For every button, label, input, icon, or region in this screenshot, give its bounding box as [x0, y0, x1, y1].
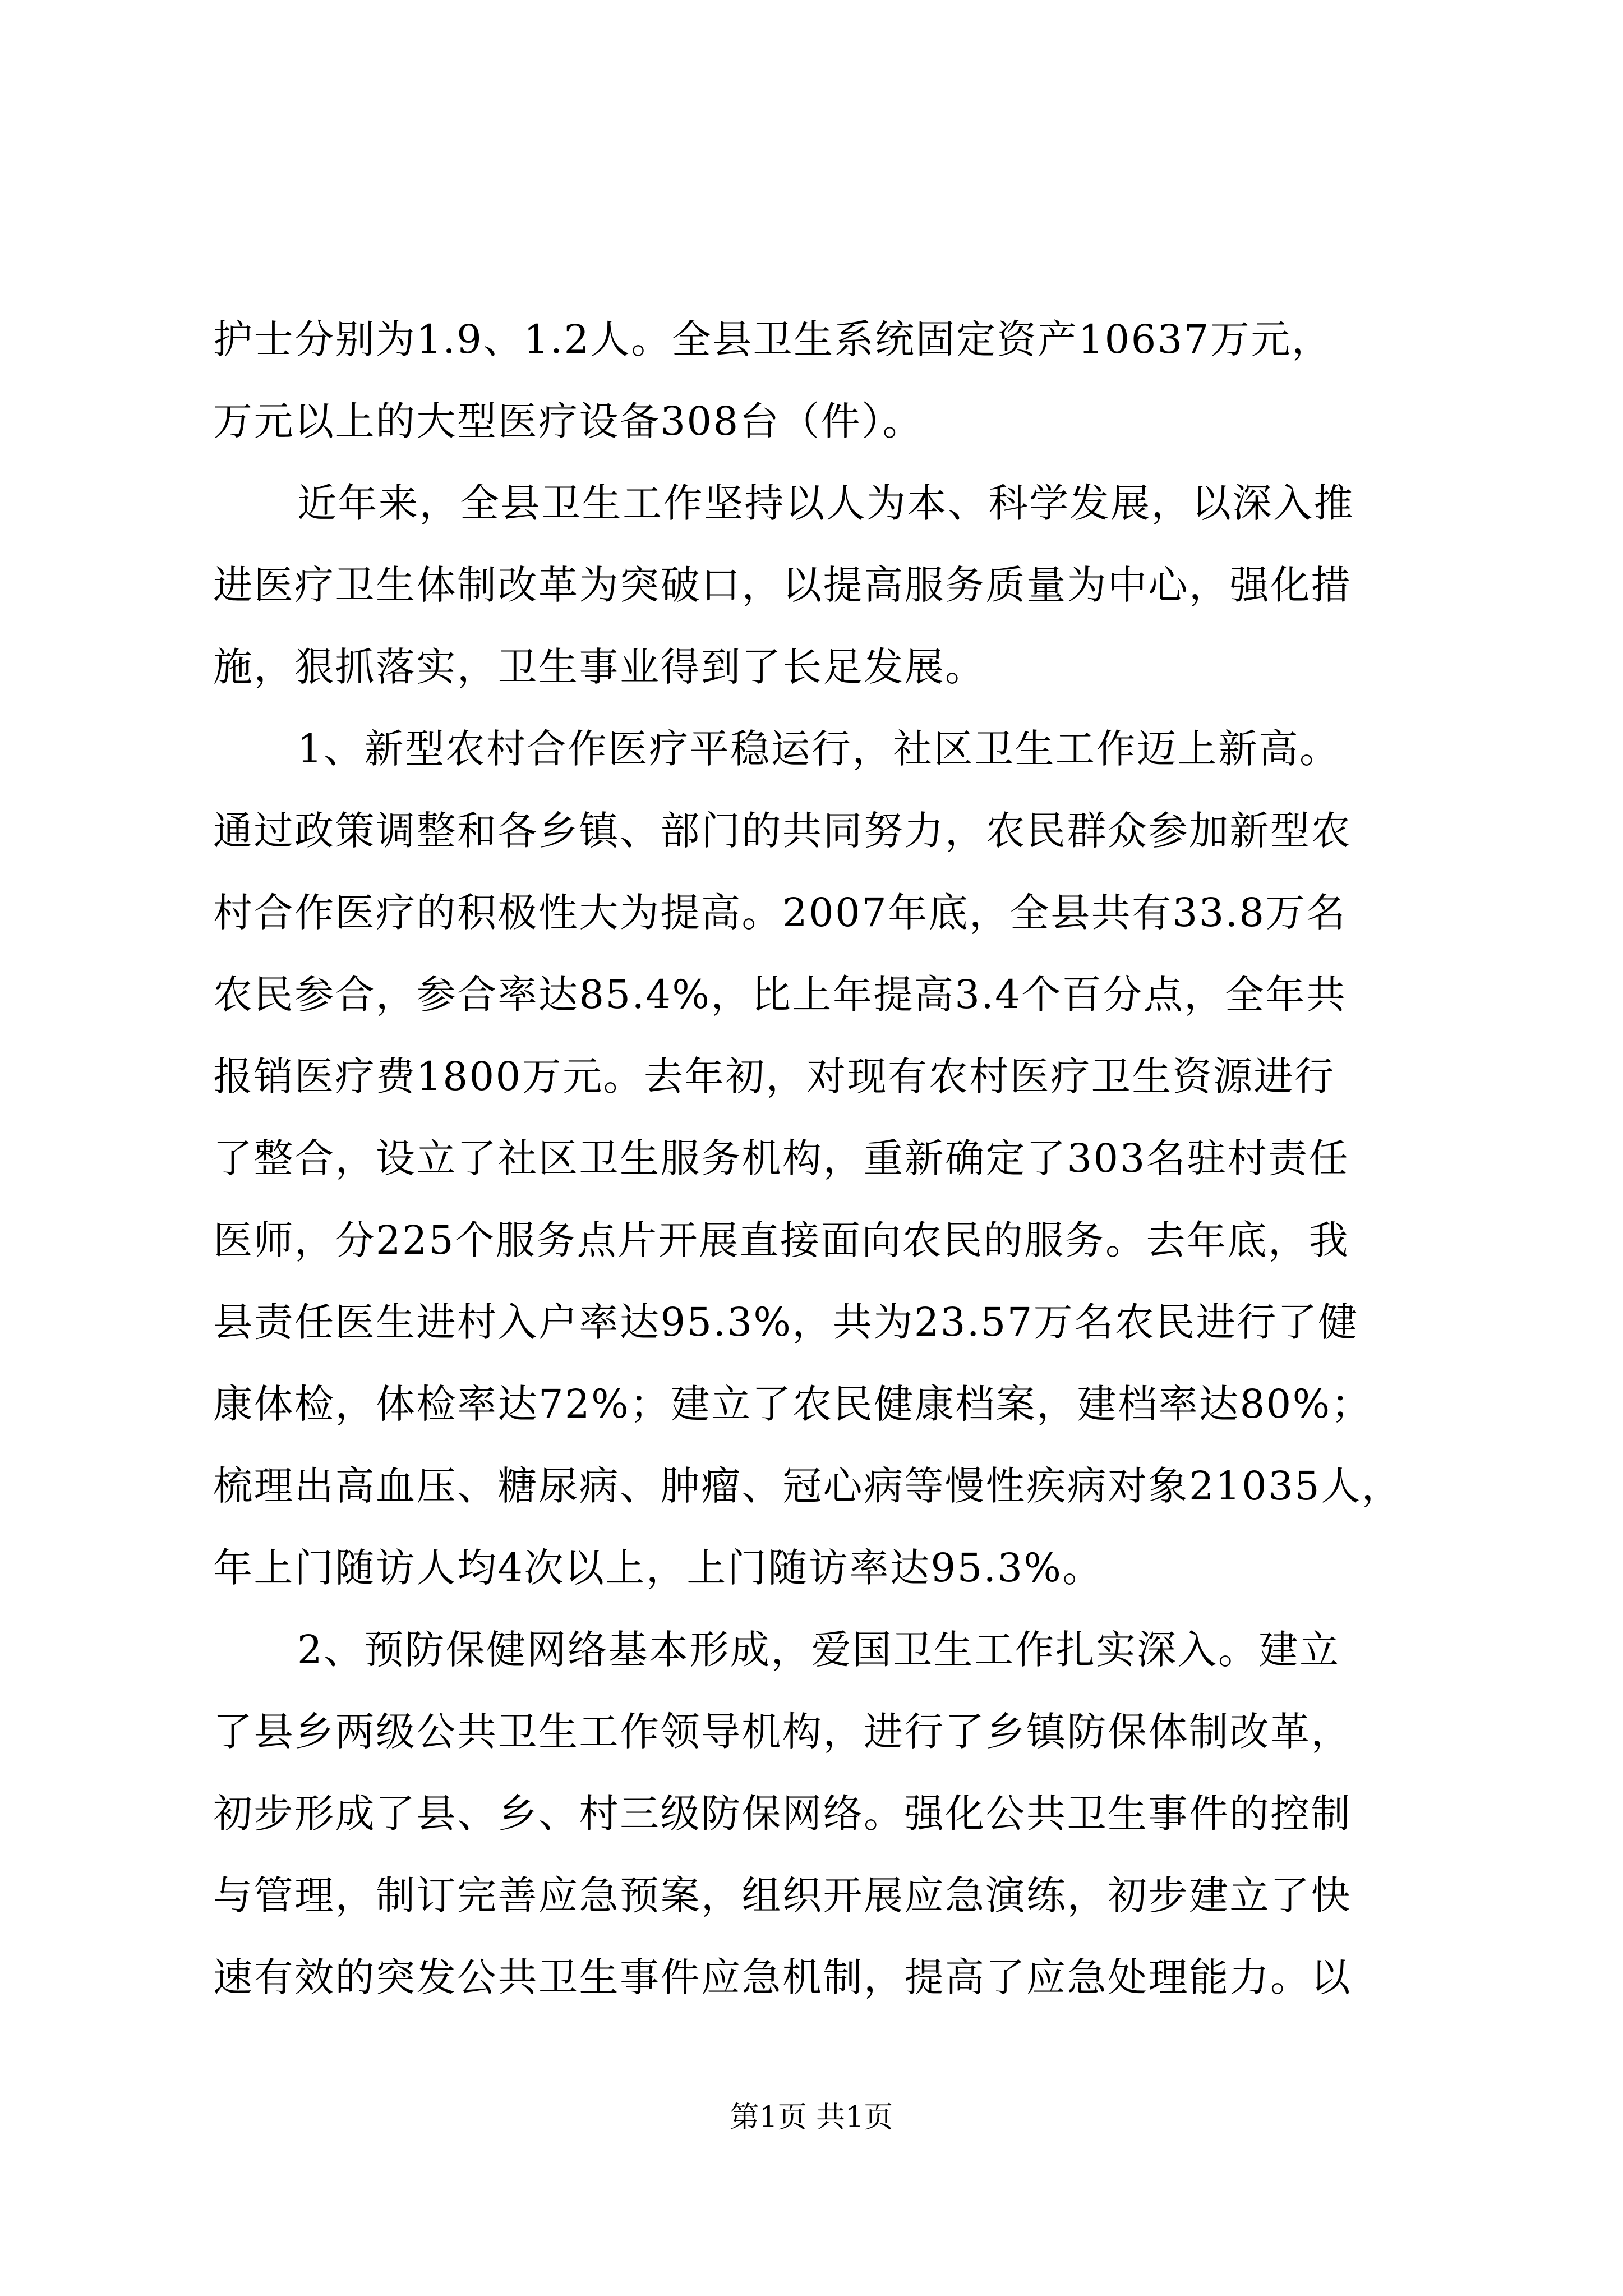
- paragraph-first-line: 近年来，全县卫生工作坚持以人为本、科学发展，以深入推: [297, 480, 1354, 526]
- page-footer: 第1页 共1页: [730, 2101, 893, 2134]
- text-line: 护士分别为1.9、1.2人。全县卫生系统固定资产10637万元，: [213, 316, 1332, 362]
- text-line: 村合作医疗的积极性大为提高。2007年底，全县共有33.8万名: [213, 890, 1347, 936]
- text-line: 通过政策调整和各乡镇、部门的共同努力，农民群众参加新型农: [213, 808, 1352, 854]
- text-line: 农民参合，参合率达85.4%，比上年提高3.4个百分点，全年共: [213, 972, 1347, 1018]
- text-line: 医师，分225个服务点片开展直接面向农民的服务。去年底，我: [213, 1217, 1350, 1263]
- text-line: 了整合，设立了社区卫生服务机构，重新确定了303名驻村责任: [213, 1135, 1350, 1181]
- text-line: 进医疗卫生体制改革为突破口，以提高服务质量为中心，强化措: [213, 562, 1352, 608]
- text-line: 报销医疗费1800万元。去年初，对现有农村医疗卫生资源进行: [213, 1053, 1335, 1099]
- text-line: 初步形成了县、乡、村三级防保网络。强化公共卫生事件的控制: [213, 1791, 1352, 1837]
- text-line: 施，狠抓落实，卫生事业得到了长足发展。: [213, 644, 986, 690]
- text-line: 万元以上的大型医疗设备308台（件）。: [213, 398, 924, 444]
- paragraph-first-line: 1、新型农村合作医疗平稳运行，社区卫生工作迈上新高。: [297, 726, 1340, 772]
- text-line: 县责任医生进村入户率达95.3%，共为23.57万名农民进行了健: [213, 1299, 1359, 1345]
- text-line: 与管理，制订完善应急预案，组织开展应急演练，初步建立了快: [213, 1872, 1352, 1918]
- text-line: 速有效的突发公共卫生事件应急机制，提高了应急处理能力。以: [213, 1954, 1352, 2000]
- text-line: 康体检，体检率达72%；建立了农民健康档案，建档率达80%；: [213, 1381, 1372, 1427]
- text-line: 梳理出高血压、糖尿病、肿瘤、冠心病等慢性疾病对象21035人，: [213, 1463, 1403, 1509]
- text-line: 年上门随访人均4次以上，上门随访率达95.3%。: [213, 1545, 1103, 1591]
- paragraph-first-line: 2、预防保健网络基本形成，爱国卫生工作扎实深入。建立: [297, 1627, 1340, 1673]
- text-line: 了县乡两级公共卫生工作领导机构，进行了乡镇防保体制改革，: [213, 1709, 1352, 1755]
